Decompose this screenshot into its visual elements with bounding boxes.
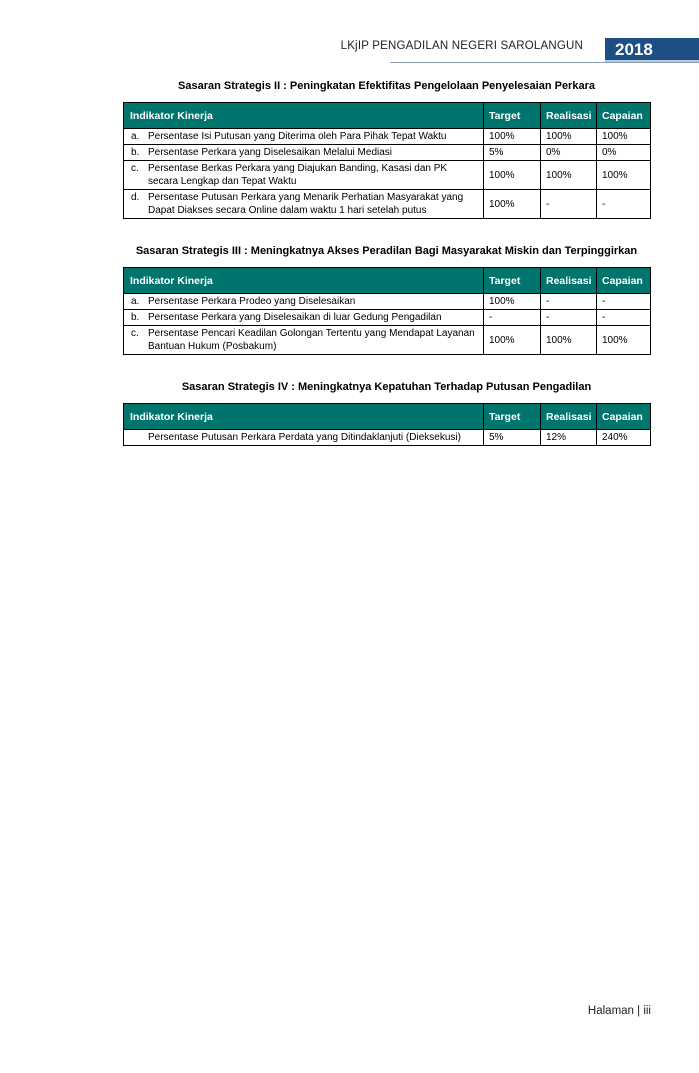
target-cell: -	[484, 310, 541, 326]
row-letter: a.	[131, 296, 140, 307]
page-number: Halaman | iii	[587, 1005, 651, 1017]
realisasi-cell: 100%	[541, 161, 597, 190]
target-cell: 100%	[484, 129, 541, 145]
realisasi-cell: -	[541, 310, 597, 326]
indicator-text: Persentase Isi Putusan yang Diterima oleh Para Pihak Tepat Waktu	[148, 131, 447, 142]
table-row	[124, 294, 651, 310]
column-header-target: Target	[484, 404, 541, 430]
indicator-cell	[124, 294, 484, 310]
column-header-target: Target	[484, 268, 541, 294]
realisasi-cell: -	[541, 294, 597, 310]
target-cell: 5%	[484, 145, 541, 161]
table-header-row	[124, 103, 651, 129]
table-row	[124, 310, 651, 326]
target-cell: 100%	[484, 190, 541, 219]
indicator-cell	[124, 326, 484, 355]
kinerja-table	[123, 267, 651, 355]
section-title: Sasaran Strategis III : Meningkatnya Akses Peradilan Bagi Masyarakat Miskin dan Terpinggirkan	[135, 245, 638, 257]
header-divider	[390, 62, 699, 63]
row-letter: c.	[131, 163, 139, 174]
table-row	[124, 145, 651, 161]
indicator-cell	[124, 190, 484, 219]
column-header-indikator: Indikator Kinerja	[124, 103, 484, 129]
row-letter: c.	[131, 328, 139, 339]
section-title: Sasaran Strategis IV : Meningkatnya Kepatuhan Terhadap Putusan Pengadilan	[181, 381, 592, 393]
indicator-text: Persentase Perkara yang Diselesaikan Melalui Mediasi	[148, 147, 393, 158]
capaian-cell: -	[597, 190, 651, 219]
column-header-indikator: Indikator Kinerja	[124, 268, 484, 294]
realisasi-cell: 100%	[541, 129, 597, 145]
indicator-cell	[124, 430, 484, 446]
table-row	[124, 430, 651, 446]
indicator-cell	[124, 161, 484, 190]
capaian-cell: 100%	[597, 326, 651, 355]
target-cell: 5%	[484, 430, 541, 446]
kinerja-table	[123, 403, 651, 446]
indicator-text: Persentase Berkas Perkara yang Diajukan Banding, Kasasi dan PK secara Lengkap dan Tepat Waktu	[148, 163, 448, 187]
indicator-text: Persentase Perkara yang Diselesaikan di luar Gedung Pengadilan	[148, 312, 442, 323]
row-letter	[131, 431, 148, 444]
target-cell: 100%	[484, 294, 541, 310]
table-row	[124, 326, 651, 355]
realisasi-cell: 12%	[541, 430, 597, 446]
column-header-capaian: Capaian	[597, 103, 651, 129]
indicator-cell	[124, 129, 484, 145]
capaian-cell: 0%	[597, 145, 651, 161]
realisasi-cell: 0%	[541, 145, 597, 161]
section-title: Sasaran Strategis II : Peningkatan Efektifitas Pengelolaan Penyelesaian Perkara	[178, 80, 595, 92]
column-header-realisasi: Realisasi	[541, 404, 597, 430]
table-row	[124, 129, 651, 145]
column-header-indikator: Indikator Kinerja	[124, 404, 484, 430]
target-cell: 100%	[484, 326, 541, 355]
table-row	[124, 190, 651, 219]
indicator-cell	[124, 145, 484, 161]
column-header-target: Target	[484, 103, 541, 129]
row-letter: a.	[131, 131, 140, 142]
indicator-cell	[124, 310, 484, 326]
capaian-cell: 240%	[597, 430, 651, 446]
row-letter: d.	[131, 192, 140, 203]
document-year-badge: 2018	[605, 38, 699, 62]
indicator-text: Persentase Perkara Prodeo yang Diselesaikan	[148, 296, 356, 307]
capaian-cell: -	[597, 310, 651, 326]
document-header-title: LKjIP PENGADILAN NEGERI SAROLANGUN	[340, 40, 583, 52]
capaian-cell: -	[597, 294, 651, 310]
table-header-row	[124, 404, 651, 430]
column-header-realisasi: Realisasi	[541, 103, 597, 129]
row-letter: b.	[131, 312, 140, 323]
column-header-realisasi: Realisasi	[541, 268, 597, 294]
column-header-capaian: Capaian	[597, 404, 651, 430]
capaian-cell: 100%	[597, 161, 651, 190]
indicator-text: Persentase Putusan Perkara yang Menarik Perhatian Masyarakat yang Dapat Diakses secara Online dalam waktu 1 hari setelah putus	[148, 192, 464, 216]
kinerja-table	[123, 102, 651, 219]
column-header-capaian: Capaian	[597, 268, 651, 294]
indicator-text: Persentase Pencari Keadilan Golongan Tertentu yang Mendapat Layanan Bantuan Hukum (Posbakum)	[148, 328, 475, 352]
target-cell: 100%	[484, 161, 541, 190]
capaian-cell: 100%	[597, 129, 651, 145]
table-header-row	[124, 268, 651, 294]
table-row	[124, 161, 651, 190]
row-letter: b.	[131, 147, 140, 158]
realisasi-cell: 100%	[541, 326, 597, 355]
realisasi-cell: -	[541, 190, 597, 219]
indicator-text: Persentase Putusan Perkara Perdata yang Ditindaklanjuti (Dieksekusi)	[148, 432, 461, 443]
